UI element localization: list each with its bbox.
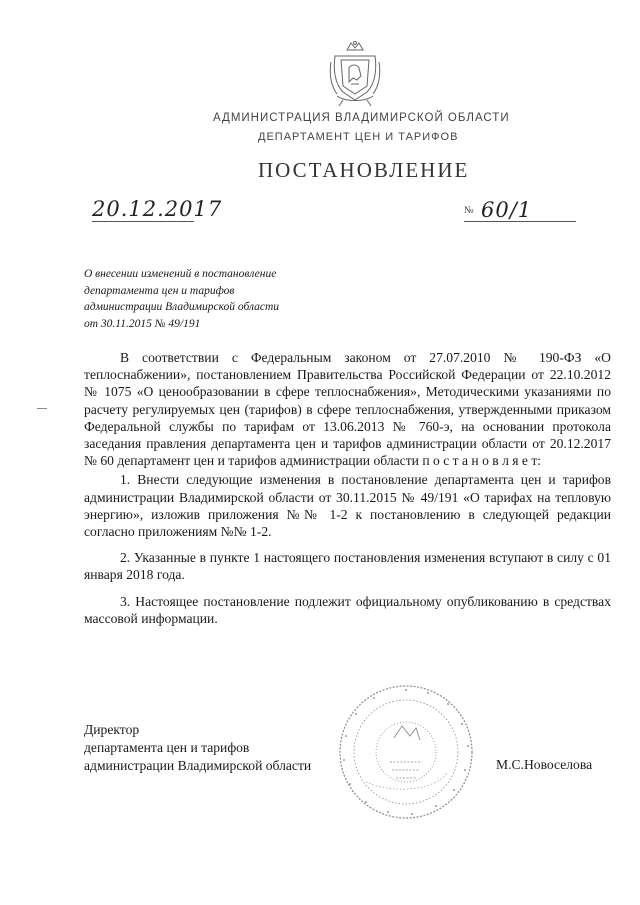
subject-line: департамента цен и тарифов <box>84 284 235 297</box>
subject-line: администрации Владимирской области <box>84 301 280 313</box>
item-paragraph: 2. Указанные в пункте 1 настоящего постановления изменения вступают в силу с 01 января 2018 года. <box>84 550 611 583</box>
signer-position-line: департамента цен и тарифов <box>84 740 250 755</box>
signer-position-line: Директор <box>84 722 140 737</box>
subject-line: О внесении изменений в постановление <box>84 268 277 280</box>
department-name: ДЕПАРТАМЕНТ ЦЕН И ТАРИФОВ <box>258 131 459 143</box>
item-paragraph: 3. Настоящее постановление подлежит официальному опубликованию в средствах массовой информации. <box>84 593 611 626</box>
document-subject <box>84 266 344 332</box>
signer-position <box>84 721 311 775</box>
signer-position-line: администрации Владимирской области <box>84 758 312 773</box>
official-stamp <box>336 682 476 822</box>
number-sign: № <box>464 205 474 216</box>
document-date: 20.12.2017 <box>92 197 223 221</box>
item-paragraph: 1. Внести следующие изменения в постановление департамента цен и тарифов администрации Владимирской области от 30.11.2015 № 49/191 «О тарифах на тепловую энергию», изложив приложения №№ 1-2 к постановлению в следующей редакции согласно приложениям №№ 1-2. <box>84 472 611 540</box>
document-number-field <box>464 198 576 222</box>
organization-name: АДМИНИСТРАЦИЯ ВЛАДИМИРСКОЙ ОБЛАСТИ <box>213 112 510 124</box>
coat-of-arms-emblem <box>327 40 383 108</box>
subject-line: от 30.11.2015 № 49/191 <box>84 317 201 330</box>
document-body <box>84 349 611 636</box>
preamble-paragraph: В соответствии с Федеральным законом от 27.07.2010 № 190-ФЗ «О теплоснабжении», постановлением Правительства Российской Федерации от 22.10.2012 № 1075 «О ценообразовании в сфере теплоснабжения», Методическими указаниями по расчету регулируемых цен (тарифов) в сфере теплоснабжения, утвержденными приказом Федеральной службы по тарифам от 13.06.2013 № 760-э, на основании протокола заседания правления департамента цен и тарифов администрации области от 20.12.2017 № 60 департамент цен и тарифов администрации области п о с т а н о в л я е т: <box>84 350 611 469</box>
signer-name: М.С.Новоселова <box>496 757 593 772</box>
document-type-title: ПОСТАНОВЛЕНИЕ <box>258 158 470 182</box>
document-number: 60/1 <box>481 198 533 222</box>
margin-mark <box>37 408 47 409</box>
